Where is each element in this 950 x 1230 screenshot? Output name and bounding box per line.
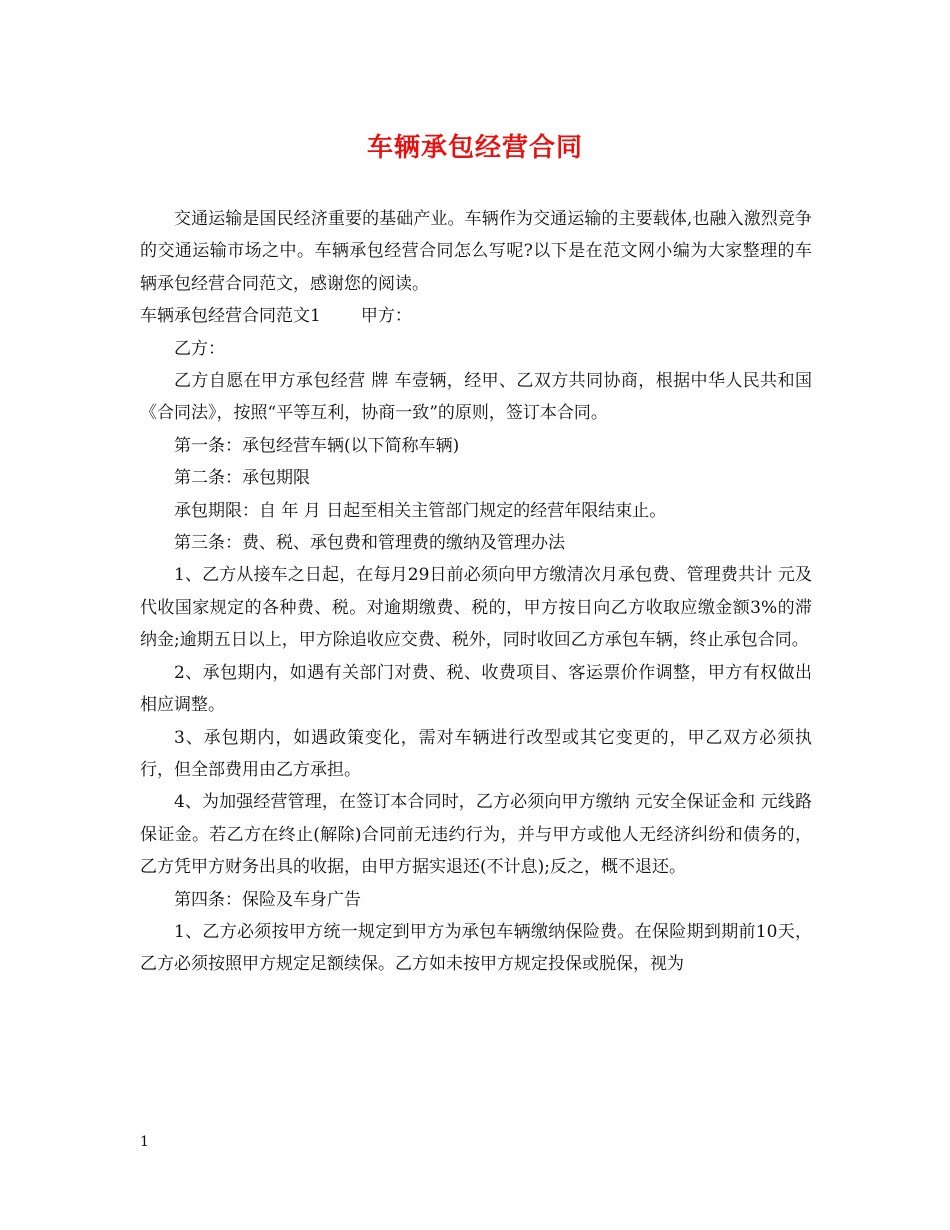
- article-1-heading: 第一条：承包经营车辆(以下简称车辆): [174, 435, 460, 456]
- document-title: 车辆承包经营合同: [366, 133, 583, 163]
- article-3-clause-1: 1、乙方从接车之日起，在每月29日前必须向甲方缴清次月承包费、管理费共计 元及代收国家规定的各种费、税。对逾期缴费、税的，甲方按日向乙方收取应缴金额3%的滞纳金;逾期五日以上，甲方除追收应交费、税外，同时收回乙方承包车辆，终止承包合同。: [140, 565, 812, 651]
- article-2-heading: 第二条：承包期限: [174, 468, 310, 489]
- article-4-clause-1: 1、乙方必须按甲方统一规定到甲方为承包车辆缴纳保险费。在保险期到期前10天，乙方必须按照甲方规定足额续保。乙方如未按甲方规定投保或脱保，视为: [140, 921, 812, 975]
- document-body: [140, 203, 812, 981]
- article-4-heading: 第四条：保险及车身广告: [174, 889, 361, 910]
- contract-term-paragraph: 承包期限：自 年 月 日起至相关主管部门规定的经营年限结束止。: [174, 500, 667, 521]
- page-number: 1: [140, 1134, 149, 1150]
- article-3-heading: 第三条：费、税、承包费和管理费的缴纳及管理办法: [174, 533, 565, 554]
- article-3-clause-3: 3、承包期内，如遇政策变化，需对车辆进行改型或其它变更的，甲乙双方必须执行，但全部费用由乙方承担。: [140, 727, 812, 780]
- party-b-label: 乙方：: [174, 338, 225, 359]
- preamble-paragraph: 乙方自愿在甲方承包经营 牌 车壹辆，经甲、乙双方共同协商，根据中华人民共和国《合同法》，按照“平等互利，协商一致”的原则，签订本合同。: [140, 371, 812, 424]
- article-3-clause-4: 4、为加强经营管理，在签订本合同时，乙方必须向甲方缴纳 元安全保证金和 元线路保证金。若乙方在终止(解除)合同前无违约行为，并与甲方或他人无经济纠纷和债务的，乙方凭甲方财务出具的收据，由甲方据实退还(不计息);反之，概不退还。: [140, 792, 812, 878]
- article-3-clause-2: 2、承包期内，如遇有关部门对费、税、收费项目、客运票价作调整，甲方有权做出相应调整。: [140, 662, 812, 716]
- party-a-label: 甲方：: [360, 306, 412, 327]
- sample-heading-line: [140, 300, 812, 332]
- intro-paragraph: 交通运输是国民经济重要的基础产业。车辆作为交通运输的主要载体,也融入激烈竞争的交通运输市场之中。车辆承包经营合同怎么写呢?以下是在范文网小编为大家整理的车辆承包经营合同范文，感谢您的阅读。: [140, 209, 812, 294]
- sample-heading: 车辆承包经营合同范文1: [140, 306, 321, 327]
